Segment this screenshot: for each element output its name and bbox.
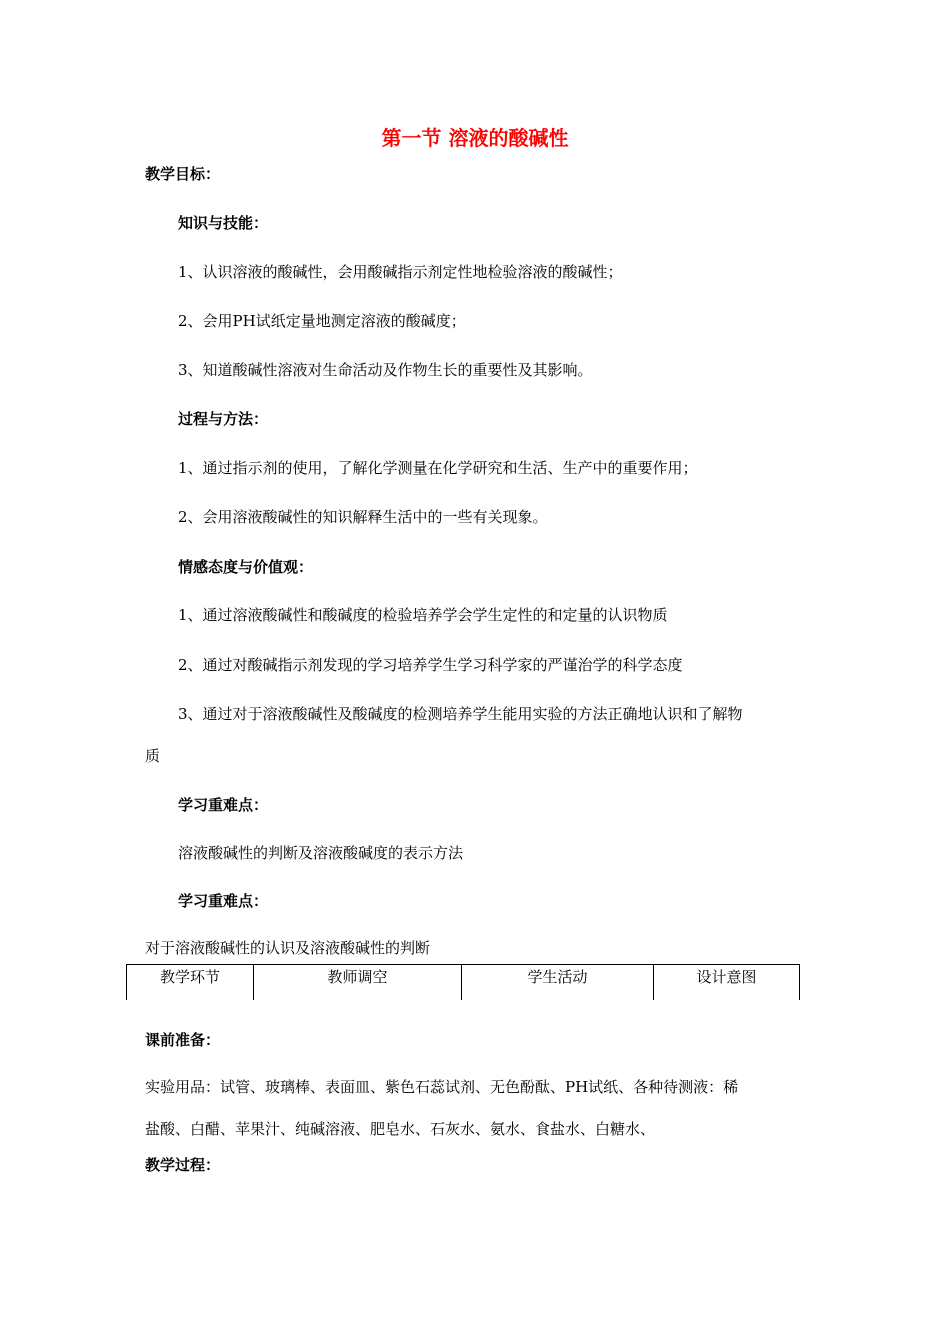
attitude-item-3-continued: 质	[145, 747, 161, 765]
table-header-cell: 教师调空	[254, 965, 462, 1000]
knowledge-item-2: 2、会用PH试纸定量地测定溶液的酸碱度；	[178, 312, 466, 330]
process-method-heading: 过程与方法：	[178, 410, 269, 428]
attitude-item-3: 3、通过对于溶液酸碱性及酸碱度的检测培养学生能用实验的方法正确地认识和了解物	[178, 705, 743, 723]
preparation-line-2: 盐酸、白醋、苹果汁、纯碱溶液、肥皂水、石灰水、氨水、食盐水、白糖水、	[145, 1120, 656, 1138]
table-header-cell: 设计意图	[696, 968, 757, 986]
process-item-2: 2、会用溶液酸碱性的知识解释生活中的一些有关现象。	[178, 508, 548, 526]
knowledge-heading: 知识与技能：	[178, 214, 269, 232]
preparation-line-1: 实验用品：试管、玻璃棒、表面皿、紫色石蕊试剂、无色酚酞、PH试纸、各种待测液：稀	[145, 1078, 739, 1096]
key-points-text-1: 溶液酸碱性的判断及溶液酸碱度的表示方法	[178, 844, 464, 862]
table-header-cell: 教学环节	[127, 965, 254, 1000]
attitude-item-1: 1、通过溶液酸碱性和酸碱度的检验培养学会学生定性的和定量的认识物质	[178, 606, 668, 624]
teaching-process-heading: 教学过程：	[145, 1156, 221, 1174]
key-points-text-2: 对于溶液酸碱性的认识及溶液酸碱性的判断	[145, 939, 431, 957]
lesson-plan-table	[126, 964, 800, 1000]
knowledge-item-1: 1、认识溶液的酸碱性，会用酸碱指示剂定性地检验溶液的酸碱性；	[178, 263, 623, 281]
attitude-heading: 情感态度与价值观：	[178, 558, 314, 576]
table-header-cell: 学生活动	[462, 965, 654, 1000]
page-title: 第一节 溶液的酸碱性	[381, 126, 569, 150]
key-points-heading-1: 学习重难点：	[178, 796, 269, 814]
process-item-1: 1、通过指示剂的使用，了解化学测量在化学研究和生活、生产中的重要作用；	[178, 459, 698, 477]
key-points-heading-2: 学习重难点：	[178, 892, 269, 910]
attitude-item-2: 2、通过对酸碱指示剂发现的学习培养学生学习科学家的严谨治学的科学态度	[178, 656, 683, 674]
knowledge-item-3: 3、知道酸碱性溶液对生命活动及作物生长的重要性及其影响。	[178, 361, 593, 379]
teaching-goals-heading: 教学目标：	[145, 165, 221, 183]
preparation-heading: 课前准备：	[145, 1031, 221, 1049]
